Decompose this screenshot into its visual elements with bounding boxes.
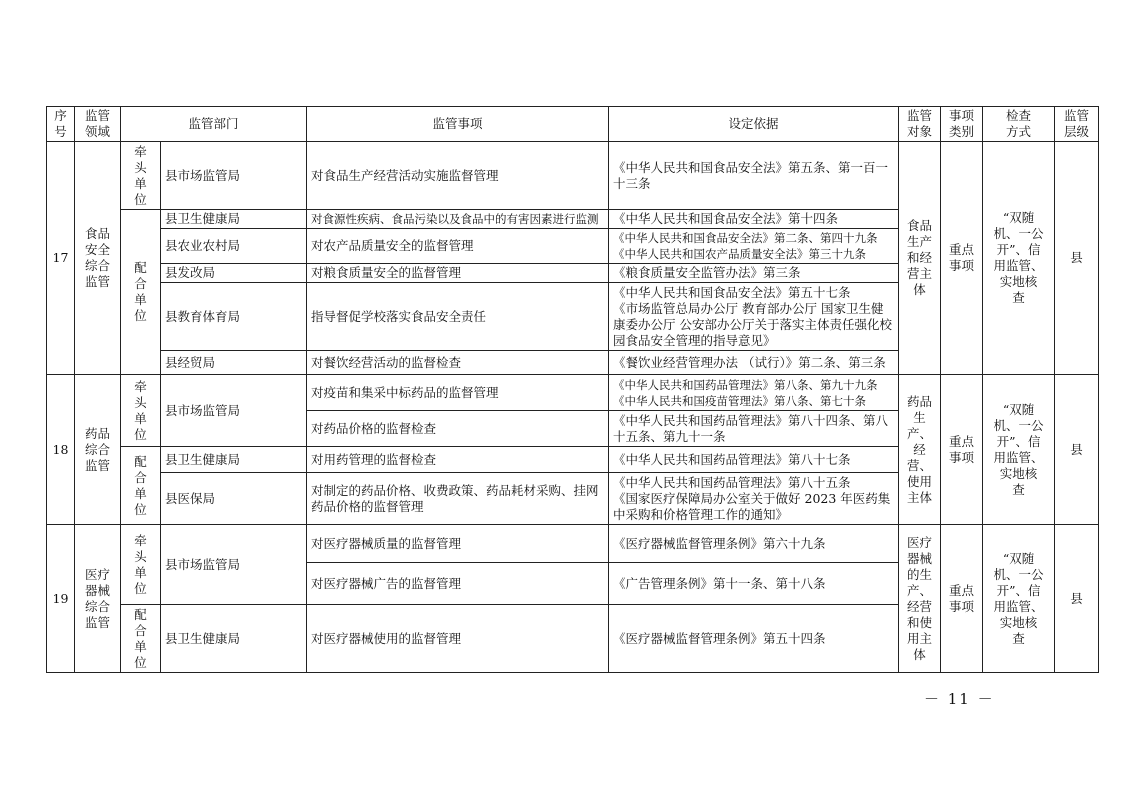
basis-cell: 《餐饮业经营管理办法 （试行）》第二条、第三条 bbox=[609, 351, 899, 375]
item-cell: 对疫苗和集采中标药品的监督管理 bbox=[307, 375, 609, 411]
object-cell: 医疗 器械 的生 产、 经营 和使 用主 体 bbox=[899, 525, 941, 673]
basis-cell: 《广告管理条例》第十一条、第十八条 bbox=[609, 563, 899, 605]
level-cell: 县 bbox=[1055, 142, 1099, 375]
dept-cell: 县市场监管局 bbox=[161, 525, 307, 605]
seq-cell: 18 bbox=[47, 375, 75, 525]
header-item: 监管事项 bbox=[307, 107, 609, 142]
header-type: 事项 类别 bbox=[941, 107, 983, 142]
level-cell: 县 bbox=[1055, 525, 1099, 673]
dept-cell: 县发改局 bbox=[161, 264, 307, 283]
item-cell: 对药品价格的监督检查 bbox=[307, 411, 609, 447]
dept-cell: 县经贸局 bbox=[161, 351, 307, 375]
basis-cell: 《中华人民共和国食品安全法》第二条、第四十九条 《中华人民共和国农产品质量安全法》第三十九条 bbox=[609, 229, 899, 264]
basis-cell: 《中华人民共和国药品管理法》第八十四条、第八十五条、第九十一条 bbox=[609, 411, 899, 447]
item-cell: 对粮食质量安全的监督管理 bbox=[307, 264, 609, 283]
lead-role-cell: 牵 头 单 位 bbox=[121, 375, 161, 447]
table-row bbox=[47, 142, 1099, 210]
table-row bbox=[47, 375, 1099, 411]
seq-cell: 19 bbox=[47, 525, 75, 673]
dept-cell: 县教育体育局 bbox=[161, 283, 307, 351]
item-cell: 指导督促学校落实食品安全责任 bbox=[307, 283, 609, 351]
type-cell: 重点 事项 bbox=[941, 142, 983, 375]
dept-cell: 县卫生健康局 bbox=[161, 210, 307, 229]
item-cell: 对医疗器械质量的监督管理 bbox=[307, 525, 609, 563]
item-cell: 对农产品质量安全的监督管理 bbox=[307, 229, 609, 264]
basis-cell: 《医疗器械监督管理条例》第五十四条 bbox=[609, 605, 899, 673]
item-cell: 对餐饮经营活动的监督检查 bbox=[307, 351, 609, 375]
supervision-table bbox=[46, 106, 1099, 673]
basis-cell: 《中华人民共和国药品管理法》第八十五条 《国家医疗保障局办公室关于做好 2023 年医药集中采购和价格管理工作的通知》 bbox=[609, 473, 899, 525]
header-domain: 监管 领域 bbox=[75, 107, 121, 142]
dept-cell: 县卫生健康局 bbox=[161, 447, 307, 473]
dept-cell: 县卫生健康局 bbox=[161, 605, 307, 673]
basis-cell: 《医疗器械监督管理条例》第六十九条 bbox=[609, 525, 899, 563]
domain-cell: 药品 综合 监管 bbox=[75, 375, 121, 525]
basis-cell: 《中华人民共和国药品管理法》第八条、第九十九条 《中华人民共和国疫苗管理法》第八条、第七十条 bbox=[609, 375, 899, 411]
header-row bbox=[47, 107, 1099, 142]
seq-cell: 17 bbox=[47, 142, 75, 375]
lead-role-cell: 牵 头 单 位 bbox=[121, 142, 161, 210]
dept-cell: 县医保局 bbox=[161, 473, 307, 525]
header-object: 监管 对象 bbox=[899, 107, 941, 142]
header-method: 检查 方式 bbox=[983, 107, 1055, 142]
coop-role-cell: 配 合 单 位 bbox=[121, 605, 161, 673]
object-cell: 食品 生产 和经 营主 体 bbox=[899, 142, 941, 375]
coop-role-cell: 配 合 单 位 bbox=[121, 210, 161, 375]
item-cell: 对用药管理的监督检查 bbox=[307, 447, 609, 473]
coop-role-cell: 配 合 单 位 bbox=[121, 447, 161, 525]
header-dept: 监管部门 bbox=[121, 107, 307, 142]
header-seq: 序 号 bbox=[47, 107, 75, 142]
item-cell: 对医疗器械广告的监督管理 bbox=[307, 563, 609, 605]
method-cell: “双随 机、一公 开”、信 用监管、 实地核 查 bbox=[983, 142, 1055, 375]
method-cell: “双随 机、一公 开”、信 用监管、 实地核 查 bbox=[983, 375, 1055, 525]
method-cell: “双随 机、一公 开”、信 用监管、 实地核 查 bbox=[983, 525, 1055, 673]
header-basis: 设定依据 bbox=[609, 107, 899, 142]
type-cell: 重点 事项 bbox=[941, 375, 983, 525]
dept-cell: 县市场监管局 bbox=[161, 142, 307, 210]
lead-role-cell: 牵 头 单 位 bbox=[121, 525, 161, 605]
item-cell: 对食源性疾病、食品污染以及食品中的有害因素进行监测 bbox=[307, 210, 609, 229]
dept-cell: 县农业农村局 bbox=[161, 229, 307, 264]
basis-cell: 《中华人民共和国药品管理法》第八十七条 bbox=[609, 447, 899, 473]
domain-cell: 医疗 器械 综合 监管 bbox=[75, 525, 121, 673]
item-cell: 对医疗器械使用的监督管理 bbox=[307, 605, 609, 673]
domain-cell: 食品 安全 综合 监管 bbox=[75, 142, 121, 375]
basis-cell: 《中华人民共和国食品安全法》第五条、第一百一十三条 bbox=[609, 142, 899, 210]
item-cell: 对食品生产经营活动实施监督管理 bbox=[307, 142, 609, 210]
basis-cell: 《中华人民共和国食品安全法》第十四条 bbox=[609, 210, 899, 229]
basis-cell: 《粮食质量安全监管办法》第三条 bbox=[609, 264, 899, 283]
object-cell: 药品 生 产、 经 营、 使用 主体 bbox=[899, 375, 941, 525]
table-row bbox=[47, 525, 1099, 563]
page-number: － 11 － bbox=[924, 690, 995, 708]
dept-cell: 县市场监管局 bbox=[161, 375, 307, 447]
level-cell: 县 bbox=[1055, 375, 1099, 525]
item-cell: 对制定的药品价格、收费政策、药品耗材采购、挂网药品价格的监督管理 bbox=[307, 473, 609, 525]
basis-cell: 《中华人民共和国食品安全法》第五十七条 《市场监管总局办公厅 教育部办公厅 国家卫生健康委办公厅 公安部办公厅关于落实主体责任强化校园食品安全管理的指导意见》 bbox=[609, 283, 899, 351]
type-cell: 重点 事项 bbox=[941, 525, 983, 673]
header-level: 监管 层级 bbox=[1055, 107, 1099, 142]
